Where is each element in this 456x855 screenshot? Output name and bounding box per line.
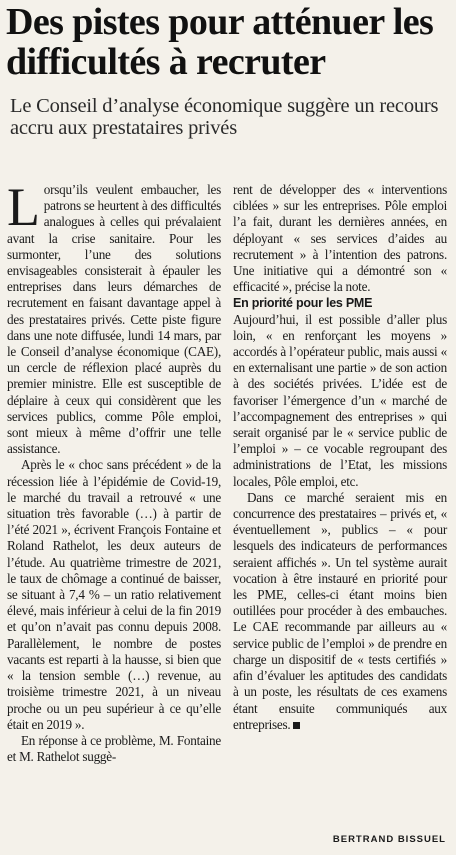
dropcap: L bbox=[7, 177, 40, 237]
article-column-right bbox=[233, 182, 447, 733]
paragraph: Aujourd’hui, il est possible d’aller plus loin, « en renforçant les moyens » accordés à l’opérateur public, mais aussi « en externalisant une partie » de son action à des sociétés privées. L’idée est de favoriser l’émergence d’un « marché de l’accompagnement des entreprises » qui serait organisé par le « service public de l’emploi » – ce vocable regroupant des administrations de l’Etat, les missions locales, Pôle emploi, etc. bbox=[233, 311, 447, 489]
paragraph: Après le « choc sans précédent » de la récession liée à l’épidémie de Covid-19, le marché du travail a retrouvé « une situation très favorable (…) à partir de l’été 2021 », écrivent François Fontaine et Roland Rathelot, les deux auteurs de l’étude. Au quatrième trimestre de 2021, le taux de chômage a continué de baisser, se situant à 7,4 % – un ratio relativement élevé, mais inférieur à celui de la fin 2019 et qu’on n’avait pas connu depuis 2008. Parallèlement, le nombre de postes vacants est reparti à la hausse, si bien que « la tension semble (…) revenue, au troisième trimestre 2021, à un niveau proche ou un peu supérieur à ce qu’elle était en 2019 ». bbox=[7, 457, 221, 732]
paragraph: En réponse à ce problème, M. Fontaine et M. Rathelot suggè- bbox=[7, 732, 221, 765]
paragraph bbox=[233, 490, 447, 733]
paragraph: rent de développer des « interventions ciblées » sur les entreprises. Pôle emploi l’a fait, durant les dernières années, en déployant « ses services d’aides au recrutement » à l’intention des patrons. Une initiative qui a démontré son « efficacité », précise la note. bbox=[233, 182, 447, 295]
paragraph-text: orsqu’ils veulent embaucher, les patrons se heurtent à des difficultés analogues à celles qui prévalaient avant la crise sanitaire. Pour les surmonter, l’une des solutions envisageables consisterait à épauler les entreprises dans leurs démarches de recrutement en faisant davantage appel à des prestataires privés. Cette piste figure dans une note diffusée, lundi 14 mars, par le Conseil d’analyse économique (CAE), un cercle de réflexion placé auprès du premier ministre. Elle est susceptible de déplaire à ceux qui considèrent que les services publics, comme Pôle emploi, sont mieux à même d’offrir une telle assistance. bbox=[7, 182, 221, 457]
article-column-left bbox=[7, 177, 221, 765]
subtitle: Le Conseil d’analyse économique suggère un recours accru aux prestataires privés bbox=[10, 95, 439, 139]
paragraph-text: Dans ce marché seraient mis en concurrence des prestataires – privés et, « éventuellement », publics – « pour lesquels des indicateurs de performances seraient affichés ». Un tel système aurait vocation à être instauré en priorité pour les PME, celles-ci étant moins bien outillées pour procéder à des embauches. Le CAE recommande par ailleurs au « service public de l’emploi » de prendre en charge un dispositif de « tests certifiés » afin d’évaluer les aptitudes des candidats à un poste, les résultats de ces examens étant ensuite communiqués aux entreprises. bbox=[233, 489, 447, 732]
headline: Des pistes pour atténuer les difficultés à recruter bbox=[6, 1, 434, 83]
author-byline: BERTRAND BISSUEL bbox=[332, 834, 446, 845]
section-heading: En priorité pour les PME bbox=[233, 296, 373, 311]
paragraph bbox=[7, 177, 221, 457]
end-mark-icon bbox=[293, 722, 300, 729]
